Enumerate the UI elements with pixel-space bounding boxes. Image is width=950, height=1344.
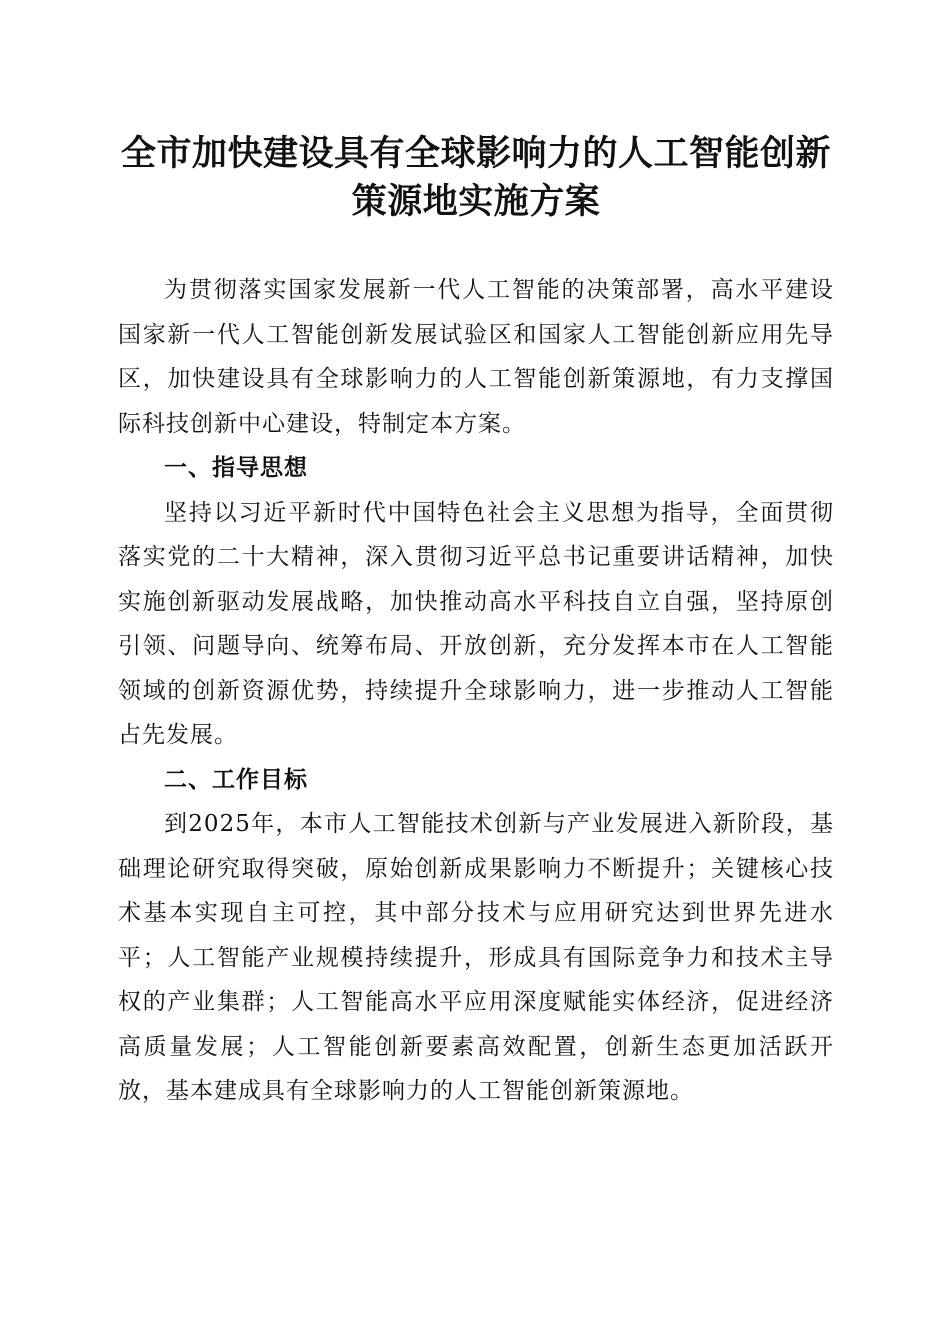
document-page <box>118 130 834 1114</box>
section-heading-work-goals: 二、工作目标 <box>164 766 308 793</box>
section-body-work-goals: 到2025年，本市人工智能技术创新与产业发展进入新阶段，基础理论研究取得突破，原始创新成果影响力不断提升；关键核心技术基本实现自主可控，其中部分技术与应用研究达到世界先进水平；人工智能产业规模持续提升，形成具有国际竞争力和技术主导权的产业集群；人工智能高水平应用深度赋能实体经济，促进经济高质量发展；人工智能创新要素高效配置，创新生态更加活跃开放，基本建成具有全球影响力的人工智能创新策源地。 <box>118 811 834 1104</box>
intro-paragraph: 为贯彻落实国家发展新一代人工智能的决策部署，高水平建设国家新一代人工智能创新发展试验区和国家人工智能创新应用先导区，加快建设具有全球影响力的人工智能创新策源地，有力支撑国际科技创新中心建设，特制定本方案。 <box>118 277 834 437</box>
document-body <box>118 268 834 1114</box>
section-heading-guiding-thought: 一、指导思想 <box>164 455 308 481</box>
document-title: 全市加快建设具有全球影响力的人工智能创新策源地实施方案 <box>120 133 831 222</box>
section-body-guiding-thought: 坚持以习近平新时代中国特色社会主义思想为指导，全面贯彻落实党的二十大精神，深入贯彻习近平总书记重要讲话精神，加快实施创新驱动发展战略，加快推动高水平科技自立自强，坚持原创引领、问题导向、统筹布局、开放创新，充分发挥本市在人工智能领域的创新资源优势，持续提升全球影响力，进一步推动人工智能占先发展。 <box>118 499 834 748</box>
